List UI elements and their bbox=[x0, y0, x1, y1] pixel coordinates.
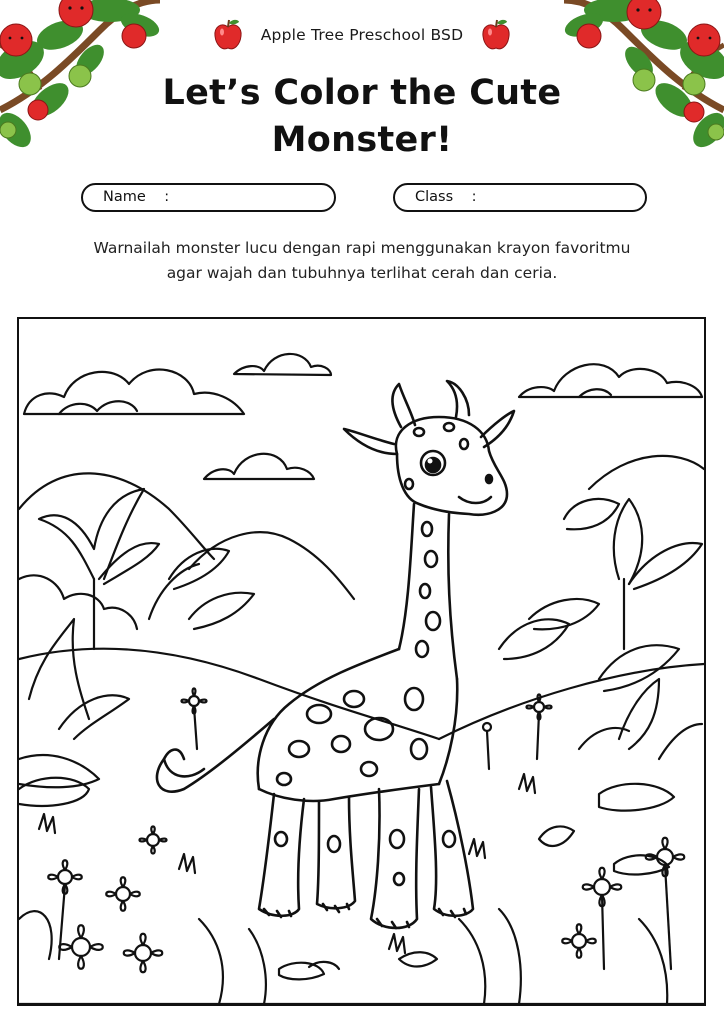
plants-left bbox=[19, 489, 254, 787]
rocks bbox=[19, 778, 674, 980]
apple-icon bbox=[481, 18, 511, 52]
cloud bbox=[24, 370, 244, 414]
title-line-2: Monster! bbox=[271, 120, 453, 160]
grass bbox=[19, 774, 667, 1004]
school-header bbox=[0, 18, 724, 56]
monster-line-art bbox=[19, 319, 704, 1004]
class-field[interactable]: Class : bbox=[393, 183, 647, 212]
cloud bbox=[519, 364, 702, 397]
apple-icon bbox=[213, 18, 243, 52]
page-title bbox=[0, 70, 724, 164]
cute-monster bbox=[157, 381, 514, 928]
instructions-line-2: agar wajah dan tubuhnya terlihat cerah dan ceria. bbox=[166, 264, 558, 282]
instructions bbox=[40, 236, 684, 286]
school-name: Apple Tree Preschool BSD bbox=[260, 26, 464, 44]
cloud bbox=[204, 454, 314, 479]
coloring-artwork[interactable] bbox=[17, 317, 706, 1006]
cloud bbox=[234, 354, 331, 375]
name-field[interactable]: Name : bbox=[81, 183, 336, 212]
title-line-1: Let’s Color the Cute bbox=[162, 73, 562, 113]
plants-right bbox=[499, 499, 702, 759]
instructions-line-1: Warnailah monster lucu dengan rapi menggunakan krayon favoritmu bbox=[93, 239, 631, 257]
